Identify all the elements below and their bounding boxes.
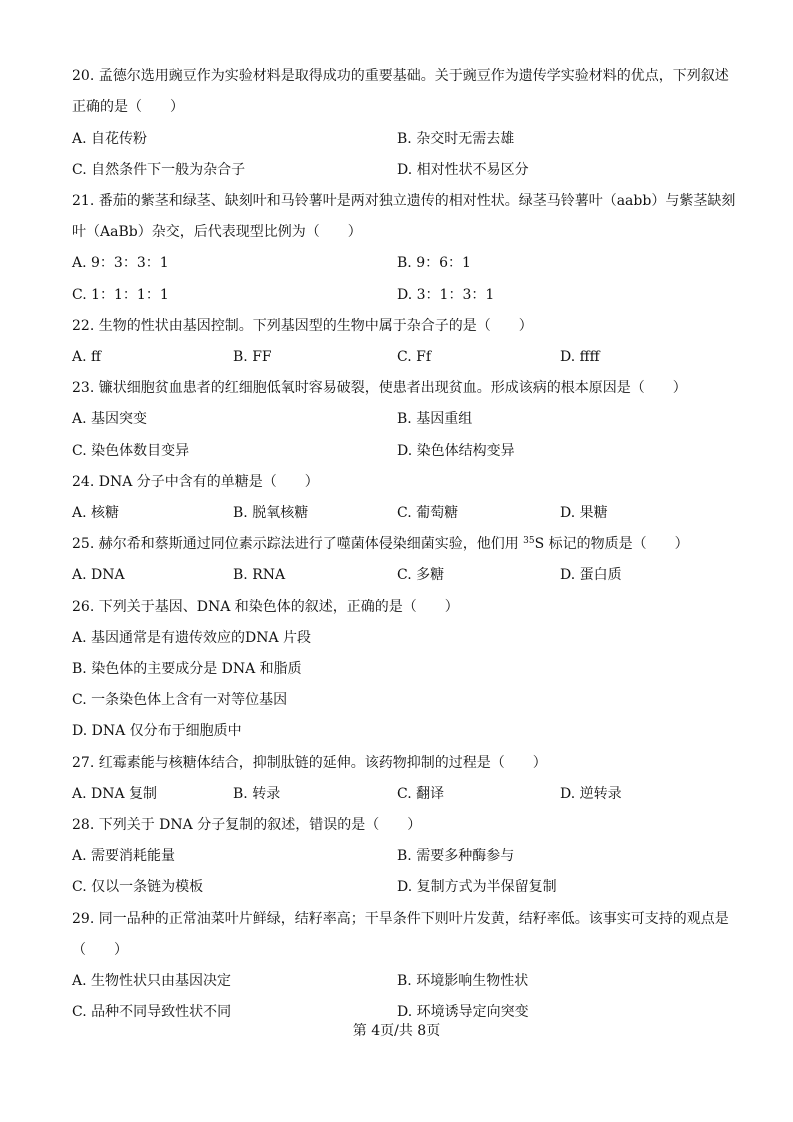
question-24-option-c: C. 葡萄糖 xyxy=(397,505,459,521)
question-25-option-b: B. RNA xyxy=(233,567,286,583)
question-27-stem: 27. 红霉素能与核糖体结合，抑制肽链的延伸。该药物抑制的过程是（ ） xyxy=(72,755,547,771)
question-29-option-d: D. 环境诱导定向突变 xyxy=(397,1004,529,1020)
question-21-option-b: B. 9：6：1 xyxy=(397,255,471,271)
question-27-option-a: A. DNA 复制 xyxy=(72,786,158,802)
question-26-option-b: B. 染色体的主要成分是 DNA 和脂质 xyxy=(72,661,302,677)
question-24-option-a: A. 核糖 xyxy=(72,505,120,521)
question-26-option-c: C. 一条染色体上含有一对等位基因 xyxy=(72,692,288,708)
question-20-option-a: A. 自花传粉 xyxy=(72,131,148,147)
question-21-stem-line-2: 叶（AaBb）杂交，后代表现型比例为（ ） xyxy=(72,224,362,240)
question-25-option-d: D. 蛋白质 xyxy=(560,567,622,583)
question-25-stem xyxy=(72,534,689,554)
question-26-option-d: D. DNA 仅分布于细胞质中 xyxy=(72,723,242,739)
question-28-option-c: C. 仅以一条链为模板 xyxy=(72,879,204,895)
question-24-option-d: D. 果糖 xyxy=(560,505,608,521)
question-23-option-c: C. 染色体数目变异 xyxy=(72,443,190,459)
question-22-option-a: A. ff xyxy=(72,349,101,365)
page-number-footer: 第 4页/共 8页 xyxy=(352,1023,441,1039)
question-25-stem-prefix: 25. 赫尔希和蔡斯通过同位素示踪法进行了噬菌体侵染细菌实验，他们用 xyxy=(72,536,524,552)
question-20-option-d: D. 相对性状不易区分 xyxy=(397,162,529,178)
question-25-option-a: A. DNA xyxy=(72,567,125,583)
question-25-stem-suffix: S 标记的物质是（ ） xyxy=(534,536,689,552)
question-20-option-b: B. 杂交时无需去雄 xyxy=(397,131,515,147)
question-23-option-b: B. 基因重组 xyxy=(397,411,473,427)
question-23-option-d: D. 染色体结构变异 xyxy=(397,443,515,459)
question-29-option-c: C. 品种不同导致性状不同 xyxy=(72,1004,232,1020)
question-27-option-d: D. 逆转录 xyxy=(560,786,622,802)
question-22-option-c: C. Ff xyxy=(397,349,432,365)
question-20-option-c: C. 自然条件下一般为杂合子 xyxy=(72,162,246,178)
question-21-option-a: A. 9：3：3：1 xyxy=(72,255,169,271)
question-21-stem-line-1: 21. 番茄的紫茎和绿茎、缺刻叶和马铃薯叶是两对独立遗传的相对性状。绿茎马铃薯叶（aabb）与紫茎缺刻 xyxy=(72,193,736,209)
question-25-option-c: C. 多糖 xyxy=(397,567,445,583)
question-28-option-d: D. 复制方式为半保留复制 xyxy=(397,879,557,895)
question-29-option-b: B. 环境影响生物性状 xyxy=(397,973,529,989)
question-26-stem: 26. 下列关于基因、DNA 和染色体的叙述，正确的是（ ） xyxy=(72,599,459,615)
question-23-stem: 23. 镰状细胞贫血患者的红细胞低氧时容易破裂，使患者出现贫血。形成该病的根本原因是（ ） xyxy=(72,380,687,396)
question-28-option-a: A. 需要消耗能量 xyxy=(72,848,176,864)
question-20-stem-line-2: 正确的是（ ） xyxy=(72,99,184,115)
question-20-stem-line-1: 20. 孟德尔选用豌豆作为实验材料是取得成功的重要基础。关于豌豆作为遗传学实验材料的优点，下列叙述 xyxy=(72,68,729,84)
question-28-option-b: B. 需要多种酶参与 xyxy=(397,848,515,864)
question-29-stem-line-2: （ ） xyxy=(72,942,128,958)
question-27-option-b: B. 转录 xyxy=(233,786,281,802)
question-22-option-d: D. ffff xyxy=(560,349,600,365)
question-22-stem: 22. 生物的性状由基因控制。下列基因型的生物中属于杂合子的是（ ） xyxy=(72,318,533,334)
question-27-option-c: C. 翻译 xyxy=(397,786,445,802)
question-21-option-c: C. 1：1：1：1 xyxy=(72,287,169,303)
question-24-option-b: B. 脱氧核糖 xyxy=(233,505,309,521)
question-23-option-a: A. 基因突变 xyxy=(72,411,148,427)
question-22-option-b: B. FF xyxy=(233,349,272,365)
isotope-superscript: 35 xyxy=(523,536,535,546)
question-24-stem: 24. DNA 分子中含有的单糖是（ ） xyxy=(72,474,319,490)
question-28-stem: 28. 下列关于 DNA 分子复制的叙述，错误的是（ ） xyxy=(72,817,422,833)
question-21-option-d: D. 3：1：3：1 xyxy=(397,287,495,303)
question-26-option-a: A. 基因通常是有遗传效应的DNA 片段 xyxy=(72,630,312,646)
question-29-stem-line-1: 29. 同一品种的正常油菜叶片鲜绿，结籽率高；干旱条件下则叶片发黄，结籽率低。该事实可支持的观点是 xyxy=(72,911,729,927)
question-29-option-a: A. 生物性状只由基因决定 xyxy=(72,973,232,989)
